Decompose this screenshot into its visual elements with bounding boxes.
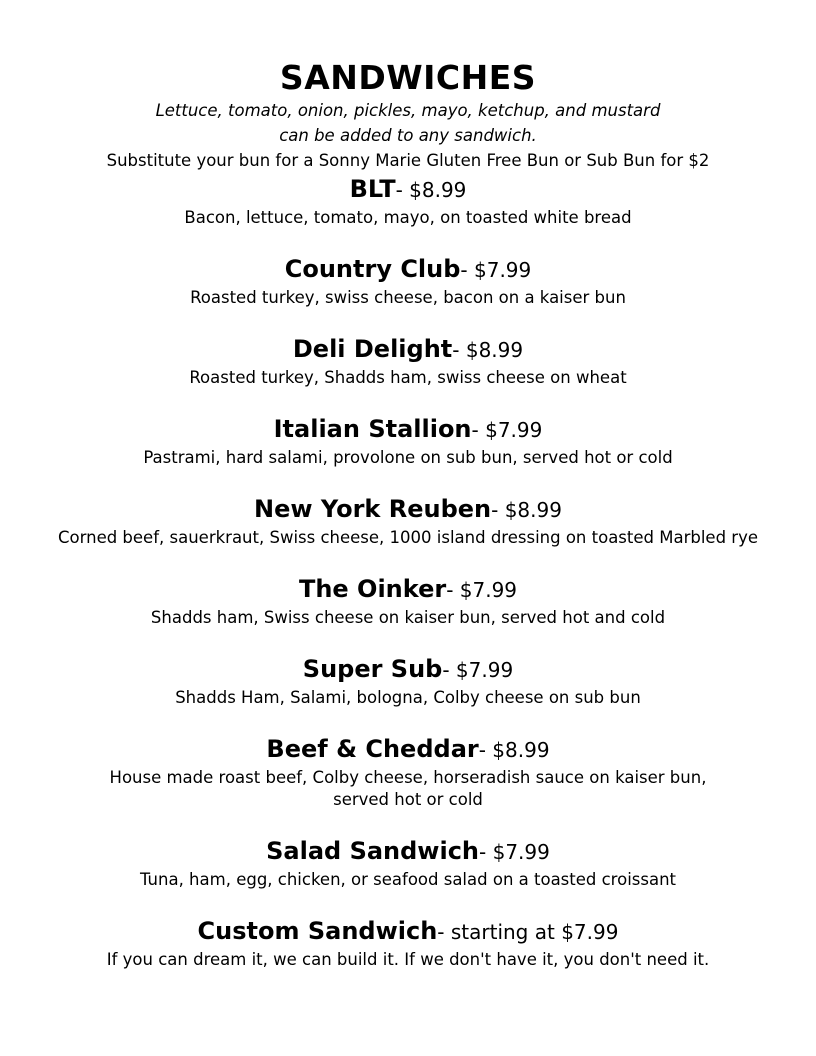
menu-item-heading [0, 334, 816, 367]
menu-item-heading [0, 916, 816, 949]
menu-item-price: - $8.99 [491, 498, 562, 522]
menu-item-description: Roasted turkey, swiss cheese, bacon on a kaiser bun [190, 288, 626, 307]
menu-item-description-continued: served hot or cold [333, 790, 483, 809]
item-spacer [0, 709, 816, 734]
intro-line-2: can be added to any sandwich. [279, 126, 537, 145]
substitute-note: Substitute your bun for a Sonny Marie Gluten Free Bun or Sub Bun for $2 [106, 151, 710, 170]
item-spacer [0, 549, 816, 574]
menu-item-description: Shadds Ham, Salami, bologna, Colby cheese on sub bun [175, 688, 641, 707]
menu-item-price: - $8.99 [452, 338, 524, 362]
item-spacer [0, 389, 816, 414]
menu-item-description: If you can dream it, we can build it. If we don't have it, you don't need it. [106, 950, 710, 969]
intro-line-1: Lettuce, tomato, onion, pickles, mayo, ketchup, and mustard [155, 101, 661, 120]
menu-item-name: Country Club [284, 255, 461, 283]
menu-item-name: Super Sub [302, 655, 443, 683]
menu-item [0, 654, 816, 709]
item-spacer [0, 811, 816, 836]
menu-item-price: - $8.99 [478, 738, 550, 762]
menu-item [0, 916, 816, 971]
menu-item-heading [0, 494, 816, 527]
menu-item-name: Deli Delight [292, 335, 453, 363]
menu-item-heading [0, 654, 816, 687]
menu-item [0, 174, 816, 229]
menu-item-description: Tuna, ham, egg, chicken, or seafood salad on a toasted croissant [139, 870, 677, 889]
menu-item-name: The Oinker [298, 575, 447, 603]
menu-item-description: Pastrami, hard salami, provolone on sub bun, served hot or cold [143, 448, 673, 467]
menu-item-description: Shadds ham, Swiss cheese on kaiser bun, served hot and cold [150, 608, 666, 627]
menu-item-name: Custom Sandwich [197, 917, 438, 945]
menu-item [0, 494, 816, 549]
item-spacer [0, 229, 816, 254]
menu-item-name: BLT [349, 175, 396, 203]
menu-item-name: New York Reuben [254, 495, 492, 523]
menu-item-description: Corned beef, sauerkraut, Swiss cheese, 1000 island dressing on toasted Marbled rye [58, 528, 758, 547]
menu-item-heading [0, 174, 816, 207]
menu-item [0, 836, 816, 891]
menu-item [0, 334, 816, 389]
menu-item-name: Salad Sandwich [266, 837, 480, 865]
menu-item-heading [0, 574, 816, 607]
menu-item-name: Beef & Cheddar [266, 735, 479, 763]
item-spacer [0, 309, 816, 334]
menu-item [0, 254, 816, 309]
menu-item-price: - $7.99 [442, 658, 514, 682]
menu-item-heading [0, 836, 816, 869]
sandwich-list [0, 174, 816, 971]
menu-item-price: - $7.99 [446, 578, 518, 602]
menu-item-description: Bacon, lettuce, tomato, mayo, on toasted white bread [184, 208, 632, 227]
page-title: SANDWICHES [279, 58, 537, 97]
menu-item-heading [0, 734, 816, 767]
menu-item-price: - $7.99 [471, 418, 543, 442]
item-spacer [0, 629, 816, 654]
menu-item-price: - $8.99 [395, 178, 467, 202]
menu-item-description: House made roast beef, Colby cheese, horseradish sauce on kaiser bun, [109, 768, 707, 787]
menu-item-price: - starting at $7.99 [437, 920, 619, 944]
menu-item-heading [0, 414, 816, 447]
menu-item-name: Italian Stallion [273, 415, 472, 443]
item-spacer [0, 891, 816, 916]
menu-item [0, 414, 816, 469]
item-spacer [0, 469, 816, 494]
menu-item [0, 574, 816, 629]
menu-item [0, 734, 816, 811]
menu-item-heading [0, 254, 816, 287]
menu-item-price: - $7.99 [460, 258, 532, 282]
menu-item-price: - $7.99 [479, 840, 550, 864]
menu-item-description: Roasted turkey, Shadds ham, swiss cheese on wheat [189, 368, 627, 387]
